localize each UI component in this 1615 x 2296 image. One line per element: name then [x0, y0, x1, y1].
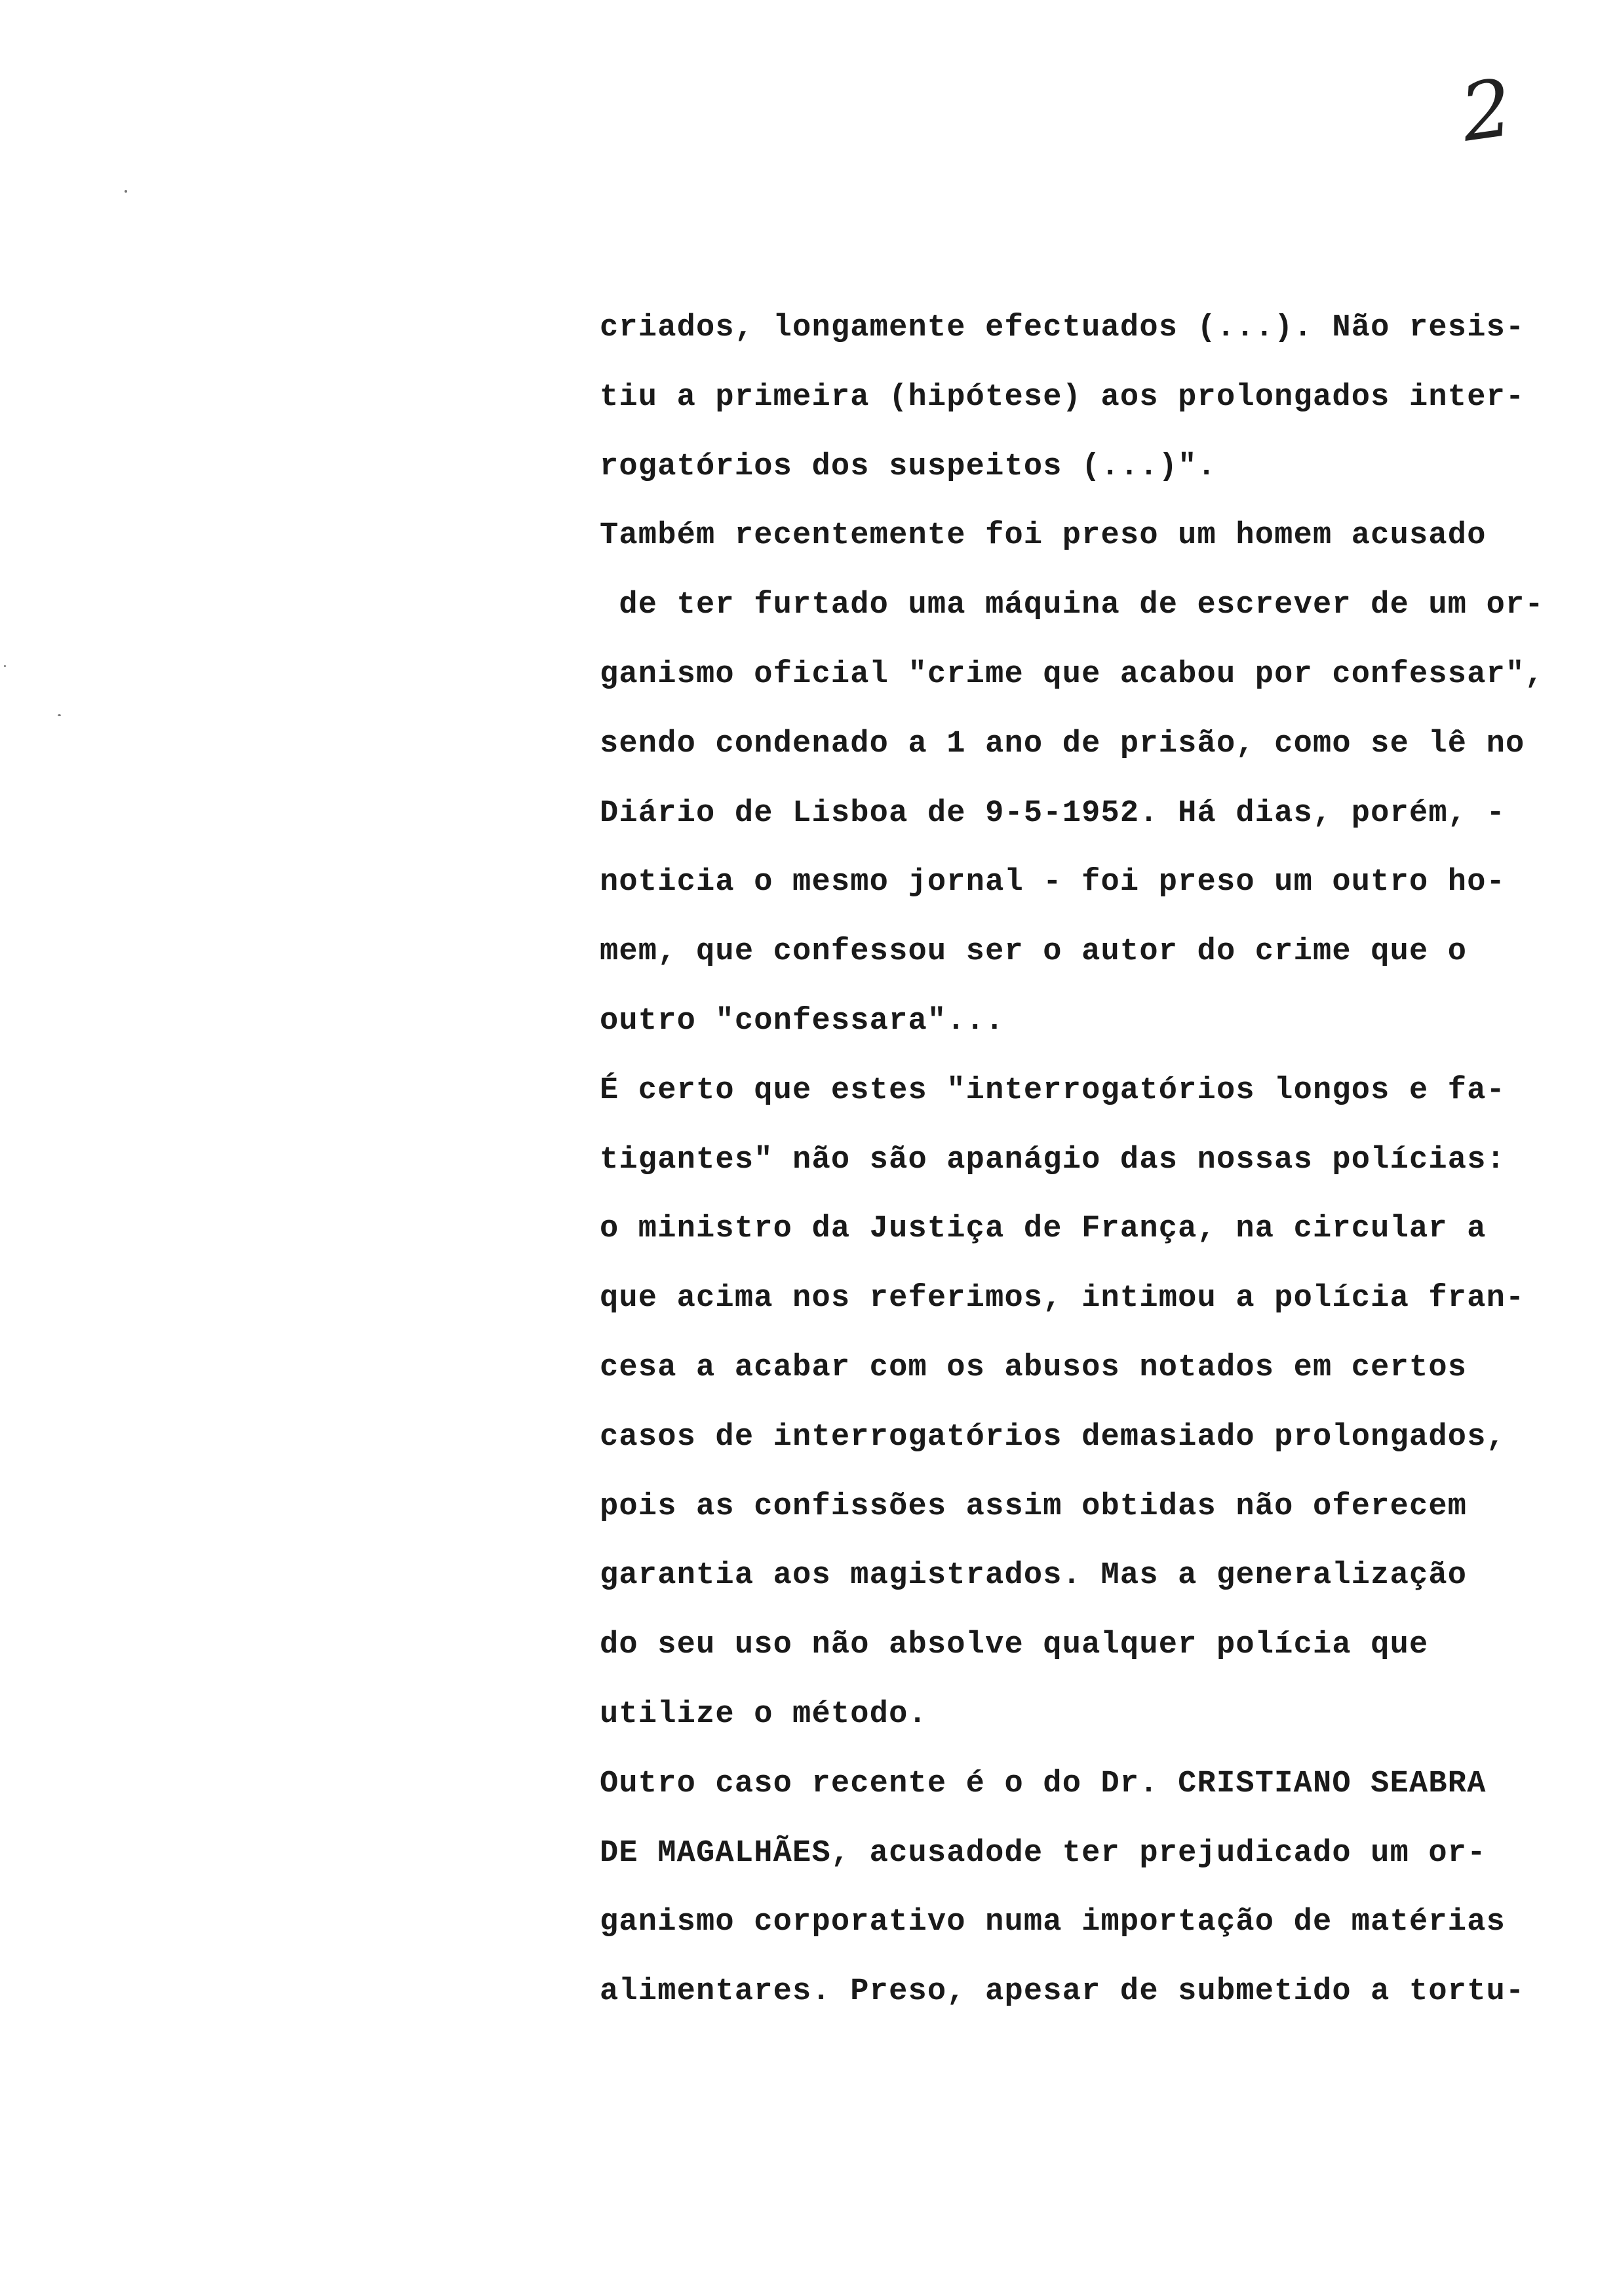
text-line: É certo que estes "interrogatórios longos e fa- [600, 1073, 1506, 1108]
text-line: casos de interrogatórios demasiado prolongados, [600, 1419, 1506, 1455]
text-line: cesa a acabar com os abusos notados em certos [600, 1350, 1468, 1385]
text-line: pois as confissões assim obtidas não oferecem [600, 1489, 1468, 1524]
text-line: Outro caso recente é o do Dr. CRISTIANO SEABRA [600, 1766, 1487, 1801]
text-line: ganismo oficial "crime que acabou por confessar", [600, 657, 1544, 692]
text-line: do seu uso não absolve qualquer polícia que [600, 1628, 1429, 1663]
text-line: alimentares. Preso, apesar de submetido a tortu- [600, 1974, 1525, 2010]
text-line: o ministro da Justiça de França, na circular a [600, 1212, 1487, 1247]
text-line: noticia o mesmo jornal - foi preso um outro ho- [600, 865, 1506, 900]
text-line: de ter furtado uma máquina de escrever de um or- [600, 588, 1544, 623]
paper-speck [4, 665, 6, 667]
text-line: outro "confessara"... [600, 1003, 1005, 1039]
text-line: mem, que confessou ser o autor do crime que o [600, 934, 1468, 970]
text-line: ganismo corporativo numa importação de matérias [600, 1905, 1506, 1940]
typed-text-body [600, 294, 1544, 2027]
text-line: utilize o método. [600, 1696, 927, 1732]
paper-speck [125, 190, 127, 193]
text-line: rogatórios dos suspeitos (...)". [600, 449, 1216, 484]
text-line: DE MAGALHÃES, acusadode ter prejudicado um or- [600, 1835, 1487, 1871]
page-number: 2 [1455, 62, 1518, 160]
text-line: criados, longamente efectuados (...). Não resis- [600, 311, 1525, 345]
text-line: tiu a primeira (hipótese) aos prolongados inter- [600, 379, 1525, 415]
text-line: tigantes" não são apanágio das nossas polícias: [600, 1142, 1506, 1177]
text-line: Diário de Lisboa de 9-5-1952. Há dias, porém, - [600, 795, 1506, 831]
text-line: Também recentemente foi preso um homem acusado [600, 518, 1487, 554]
text-line: sendo condenado a 1 ano de prisão, como se lê no [600, 726, 1525, 761]
text-line: garantia aos magistrados. Mas a generalização [600, 1558, 1468, 1594]
text-line: que acima nos referimos, intimou a polícia fran- [600, 1281, 1525, 1316]
paper-speck [58, 714, 61, 716]
